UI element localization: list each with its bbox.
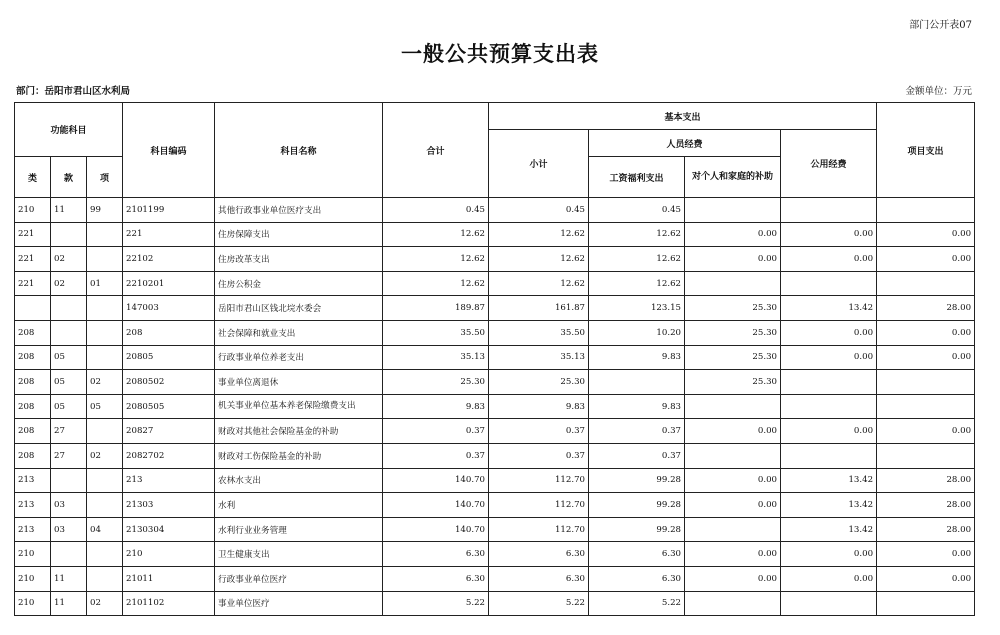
- cell-public-funds: 0.00: [781, 542, 877, 567]
- cell-subject-code: 221: [123, 222, 215, 247]
- cell-salary-welfare: 0.45: [589, 198, 685, 223]
- corner-note: 部门公开表07: [909, 20, 972, 31]
- header-subject-code: 科目编码: [123, 103, 215, 198]
- cell-total: 35.13: [383, 345, 489, 370]
- cell-subject-code: 2080505: [123, 394, 215, 419]
- header-subtotal: 小计: [489, 130, 589, 198]
- cell-public-funds: 0.00: [781, 247, 877, 272]
- cell-total: 189.87: [383, 296, 489, 321]
- cell-subtotal: 9.83: [489, 394, 589, 419]
- cell-subject-code: 147003: [123, 296, 215, 321]
- cell-project-expenditure: [877, 370, 975, 395]
- cell-public-funds: [781, 591, 877, 616]
- cell-total: 140.70: [383, 517, 489, 542]
- cell-subtotal: 6.30: [489, 542, 589, 567]
- cell-public-funds: 0.00: [781, 320, 877, 345]
- cell-lei: 208: [15, 394, 51, 419]
- cell-kuan: 27: [51, 443, 87, 468]
- cell-kuan: [51, 222, 87, 247]
- cell-salary-welfare: 99.28: [589, 517, 685, 542]
- cell-kuan: 11: [51, 591, 87, 616]
- table-row: [15, 468, 975, 493]
- cell-project-expenditure: [877, 443, 975, 468]
- cell-xiang: 04: [87, 517, 123, 542]
- cell-public-funds: 0.00: [781, 566, 877, 591]
- cell-subject-code: 213: [123, 468, 215, 493]
- table-row: [15, 271, 975, 296]
- cell-subject-code: 2080502: [123, 370, 215, 395]
- cell-kuan: 11: [51, 198, 87, 223]
- cell-kuan: [51, 542, 87, 567]
- cell-xiang: 02: [87, 591, 123, 616]
- table-body: [15, 198, 975, 616]
- cell-xiang: 05: [87, 394, 123, 419]
- cell-project-expenditure: 28.00: [877, 493, 975, 518]
- cell-subtotal: 0.37: [489, 443, 589, 468]
- cell-lei: 210: [15, 542, 51, 567]
- cell-xiang: [87, 468, 123, 493]
- cell-project-expenditure: 28.00: [877, 517, 975, 542]
- cell-subtotal: 0.37: [489, 419, 589, 444]
- cell-kuan: 02: [51, 271, 87, 296]
- cell-individual-family: [685, 271, 781, 296]
- unit-label: 金额单位：万元: [905, 86, 972, 97]
- cell-lei: 210: [15, 566, 51, 591]
- cell-xiang: [87, 320, 123, 345]
- cell-subject-name: 其他行政事业单位医疗支出: [215, 198, 383, 223]
- cell-individual-family: 0.00: [685, 566, 781, 591]
- cell-xiang: [87, 493, 123, 518]
- cell-individual-family: 0.00: [685, 493, 781, 518]
- cell-subtotal: 35.50: [489, 320, 589, 345]
- cell-total: 6.30: [383, 566, 489, 591]
- cell-lei: 208: [15, 419, 51, 444]
- cell-public-funds: [781, 198, 877, 223]
- table-row: [15, 222, 975, 247]
- cell-subtotal: 5.22: [489, 591, 589, 616]
- table-row: [15, 493, 975, 518]
- cell-xiang: 02: [87, 443, 123, 468]
- cell-total: 12.62: [383, 222, 489, 247]
- cell-subject-name: 事业单位医疗: [215, 591, 383, 616]
- cell-subject-code: 208: [123, 320, 215, 345]
- cell-subject-name: 财政对工伤保险基金的补助: [215, 443, 383, 468]
- cell-kuan: 03: [51, 493, 87, 518]
- cell-subtotal: 12.62: [489, 222, 589, 247]
- cell-subject-code: 21303: [123, 493, 215, 518]
- cell-individual-family: 25.30: [685, 296, 781, 321]
- cell-individual-family: 0.00: [685, 542, 781, 567]
- cell-lei: 208: [15, 320, 51, 345]
- cell-public-funds: 0.00: [781, 419, 877, 444]
- cell-subject-code: 2130304: [123, 517, 215, 542]
- cell-public-funds: [781, 271, 877, 296]
- cell-salary-welfare: [589, 370, 685, 395]
- cell-project-expenditure: [877, 271, 975, 296]
- cell-kuan: 05: [51, 394, 87, 419]
- cell-xiang: 02: [87, 370, 123, 395]
- cell-subject-name: 农林水支出: [215, 468, 383, 493]
- cell-xiang: 99: [87, 198, 123, 223]
- cell-individual-family: [685, 394, 781, 419]
- cell-individual-family: [685, 517, 781, 542]
- table-row: [15, 247, 975, 272]
- header-public-funds: 公用经费: [781, 130, 877, 198]
- cell-public-funds: 0.00: [781, 222, 877, 247]
- cell-public-funds: 13.42: [781, 296, 877, 321]
- cell-kuan: 02: [51, 247, 87, 272]
- cell-individual-family: 0.00: [685, 222, 781, 247]
- cell-subject-code: 2082702: [123, 443, 215, 468]
- cell-subject-code: 20827: [123, 419, 215, 444]
- cell-total: 0.37: [383, 443, 489, 468]
- cell-lei: 208: [15, 345, 51, 370]
- cell-subject-name: 水利行业业务管理: [215, 517, 383, 542]
- cell-subject-name: 岳阳市君山区钱北垸水委会: [215, 296, 383, 321]
- cell-xiang: [87, 296, 123, 321]
- table-row: [15, 517, 975, 542]
- cell-salary-welfare: 12.62: [589, 247, 685, 272]
- cell-total: 25.30: [383, 370, 489, 395]
- cell-subject-name: 水利: [215, 493, 383, 518]
- cell-subject-name: 行政事业单位医疗: [215, 566, 383, 591]
- cell-subject-name: 住房公积金: [215, 271, 383, 296]
- cell-individual-family: [685, 198, 781, 223]
- cell-individual-family: 0.00: [685, 468, 781, 493]
- table-row: [15, 591, 975, 616]
- cell-subtotal: 112.70: [489, 468, 589, 493]
- cell-lei: 221: [15, 247, 51, 272]
- cell-subject-name: 财政对其他社会保险基金的补助: [215, 419, 383, 444]
- cell-total: 12.62: [383, 271, 489, 296]
- cell-project-expenditure: 0.00: [877, 419, 975, 444]
- cell-kuan: [51, 468, 87, 493]
- cell-subject-name: 卫生健康支出: [215, 542, 383, 567]
- header-basic-expenditure: 基本支出: [489, 103, 877, 130]
- cell-public-funds: 13.42: [781, 493, 877, 518]
- table-row: [15, 198, 975, 223]
- cell-xiang: [87, 247, 123, 272]
- cell-subject-code: 22102: [123, 247, 215, 272]
- cell-xiang: [87, 222, 123, 247]
- cell-total: 9.83: [383, 394, 489, 419]
- cell-salary-welfare: 0.37: [589, 419, 685, 444]
- cell-lei: 210: [15, 198, 51, 223]
- cell-subtotal: 112.70: [489, 517, 589, 542]
- cell-kuan: 05: [51, 370, 87, 395]
- cell-subtotal: 35.13: [489, 345, 589, 370]
- cell-salary-welfare: 99.28: [589, 468, 685, 493]
- page-title: 一般公共预算支出表: [401, 42, 599, 66]
- cell-subtotal: 0.45: [489, 198, 589, 223]
- cell-xiang: [87, 566, 123, 591]
- cell-subject-name: 住房改革支出: [215, 247, 383, 272]
- cell-individual-family: 25.30: [685, 320, 781, 345]
- cell-total: 0.37: [383, 419, 489, 444]
- header-kuan: 款: [51, 157, 87, 198]
- cell-xiang: 01: [87, 271, 123, 296]
- cell-individual-family: 25.30: [685, 370, 781, 395]
- cell-project-expenditure: [877, 591, 975, 616]
- cell-individual-family: 0.00: [685, 419, 781, 444]
- cell-salary-welfare: 99.28: [589, 493, 685, 518]
- cell-project-expenditure: 0.00: [877, 542, 975, 567]
- cell-public-funds: [781, 370, 877, 395]
- cell-salary-welfare: 12.62: [589, 222, 685, 247]
- table-row: [15, 394, 975, 419]
- header-salary-welfare: 工资福利支出: [589, 157, 685, 198]
- cell-project-expenditure: [877, 198, 975, 223]
- header-individual-family: 对个人和家庭的补助: [685, 157, 781, 198]
- table-row: [15, 542, 975, 567]
- table-row: [15, 370, 975, 395]
- table-row: [15, 296, 975, 321]
- cell-salary-welfare: 12.62: [589, 271, 685, 296]
- cell-project-expenditure: 0.00: [877, 345, 975, 370]
- cell-subtotal: 12.62: [489, 247, 589, 272]
- header-xiang: 项: [87, 157, 123, 198]
- cell-kuan: 27: [51, 419, 87, 444]
- cell-total: 0.45: [383, 198, 489, 223]
- cell-subtotal: 25.30: [489, 370, 589, 395]
- cell-public-funds: [781, 394, 877, 419]
- cell-subject-name: 行政事业单位养老支出: [215, 345, 383, 370]
- cell-project-expenditure: [877, 394, 975, 419]
- cell-subtotal: 12.62: [489, 271, 589, 296]
- cell-salary-welfare: 123.15: [589, 296, 685, 321]
- cell-kuan: [51, 320, 87, 345]
- cell-lei: 210: [15, 591, 51, 616]
- cell-individual-family: 0.00: [685, 247, 781, 272]
- cell-lei: 208: [15, 443, 51, 468]
- cell-project-expenditure: 0.00: [877, 222, 975, 247]
- cell-subject-code: 2210201: [123, 271, 215, 296]
- cell-total: 12.62: [383, 247, 489, 272]
- department-label: 部门：岳阳市君山区水利局: [16, 86, 131, 97]
- header-functional-subject: 功能科目: [15, 103, 123, 157]
- cell-subject-code: 20805: [123, 345, 215, 370]
- cell-salary-welfare: 6.30: [589, 566, 685, 591]
- cell-salary-welfare: 6.30: [589, 542, 685, 567]
- header-total: 合计: [383, 103, 489, 198]
- table-row: [15, 320, 975, 345]
- cell-subject-name: 住房保障支出: [215, 222, 383, 247]
- cell-lei: 221: [15, 271, 51, 296]
- table-row: [15, 345, 975, 370]
- cell-project-expenditure: 0.00: [877, 320, 975, 345]
- cell-kuan: [51, 296, 87, 321]
- cell-salary-welfare: 10.20: [589, 320, 685, 345]
- cell-subject-code: 210: [123, 542, 215, 567]
- cell-subject-code: 21011: [123, 566, 215, 591]
- cell-project-expenditure: 0.00: [877, 566, 975, 591]
- cell-project-expenditure: 0.00: [877, 247, 975, 272]
- cell-salary-welfare: 0.37: [589, 443, 685, 468]
- header-project-expenditure: 项目支出: [877, 103, 975, 198]
- header-subject-name: 科目名称: [215, 103, 383, 198]
- cell-individual-family: [685, 443, 781, 468]
- cell-lei: 213: [15, 468, 51, 493]
- cell-public-funds: 0.00: [781, 345, 877, 370]
- table-row: [15, 566, 975, 591]
- cell-subtotal: 6.30: [489, 566, 589, 591]
- cell-subject-name: 事业单位离退休: [215, 370, 383, 395]
- cell-lei: 213: [15, 493, 51, 518]
- cell-public-funds: 13.42: [781, 468, 877, 493]
- cell-total: 6.30: [383, 542, 489, 567]
- header-lei: 类: [15, 157, 51, 198]
- cell-salary-welfare: 9.83: [589, 394, 685, 419]
- cell-lei: 208: [15, 370, 51, 395]
- cell-kuan: 03: [51, 517, 87, 542]
- cell-total: 140.70: [383, 493, 489, 518]
- budget-table: [14, 102, 975, 616]
- cell-kuan: 05: [51, 345, 87, 370]
- cell-subtotal: 161.87: [489, 296, 589, 321]
- cell-xiang: [87, 419, 123, 444]
- cell-subject-code: 2101102: [123, 591, 215, 616]
- cell-lei: [15, 296, 51, 321]
- cell-salary-welfare: 5.22: [589, 591, 685, 616]
- cell-public-funds: 13.42: [781, 517, 877, 542]
- cell-xiang: [87, 542, 123, 567]
- cell-subject-name: 社会保障和就业支出: [215, 320, 383, 345]
- header-personnel: 人员经费: [589, 130, 781, 157]
- cell-lei: 213: [15, 517, 51, 542]
- cell-total: 35.50: [383, 320, 489, 345]
- cell-xiang: [87, 345, 123, 370]
- cell-public-funds: [781, 443, 877, 468]
- cell-kuan: 11: [51, 566, 87, 591]
- cell-salary-welfare: 9.83: [589, 345, 685, 370]
- cell-subtotal: 112.70: [489, 493, 589, 518]
- cell-lei: 221: [15, 222, 51, 247]
- cell-individual-family: [685, 591, 781, 616]
- cell-total: 140.70: [383, 468, 489, 493]
- cell-project-expenditure: 28.00: [877, 296, 975, 321]
- cell-individual-family: 25.30: [685, 345, 781, 370]
- cell-project-expenditure: 28.00: [877, 468, 975, 493]
- cell-total: 5.22: [383, 591, 489, 616]
- table-row: [15, 443, 975, 468]
- cell-subject-name: 机关事业单位基本养老保险缴费支出: [215, 394, 383, 419]
- cell-subject-code: 2101199: [123, 198, 215, 223]
- table-row: [15, 419, 975, 444]
